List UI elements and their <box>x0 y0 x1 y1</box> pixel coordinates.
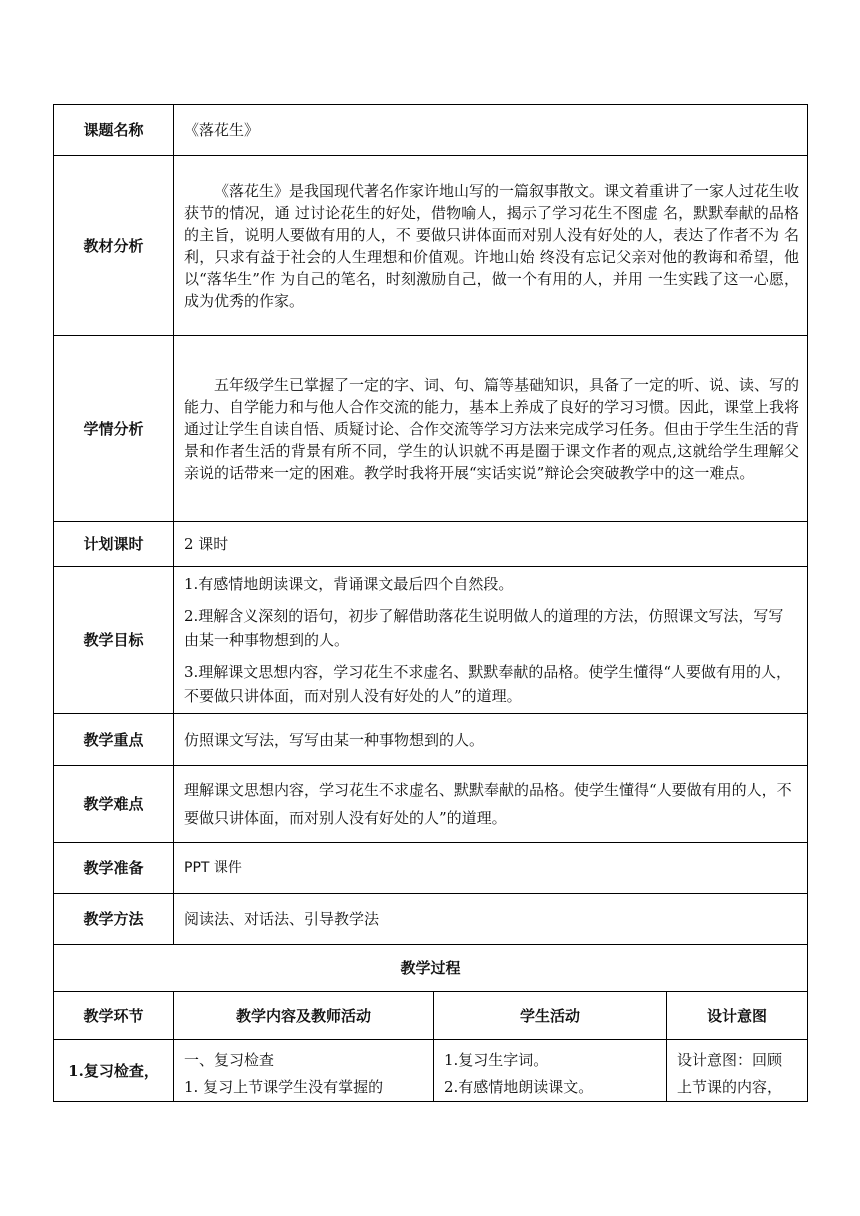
row-process-1 <box>54 1040 808 1102</box>
value-title: 《落花生》 <box>174 105 808 156</box>
stage-cell: 1.复习检查， <box>54 1040 174 1102</box>
value-method: 阅读法、对话法、引导教学法 <box>174 894 808 945</box>
value-students: 五年级学生已掌握了一定的字、词、句、篇等基础知识，具备了一定的听、说、读、写的能力、自学能力和与他人合作交流的能力，基本上养成了良好的学习习惯。因此，课堂上我将通过让学生自读自悟、质疑讨论、合作交流等学习方法来完成学习任务。但由于学生生活的背景和作者生活的背景有所不同，学生的认识就不再是圈于课文作者的观点,这就给学生理解父亲说的话带来一定的困难。教学时我将开展“实话实说”辩论会突破教学中的这一难点。 <box>174 336 808 522</box>
student-line: 1.复习生字词。 <box>444 1050 549 1069</box>
teacher-cell <box>174 1040 434 1102</box>
intent-line: 上节课的内容， <box>677 1077 783 1096</box>
value-difficulty: 理解课文思想内容，学习花生不求虚名、默默奉献的品格。使学生懂得“人要做有用的人，不要做只讲体面，而对别人没有好处的人”的道理。 <box>174 766 808 843</box>
label-key: 教学重点 <box>54 714 174 766</box>
label-material: 教材分析 <box>54 156 174 336</box>
row-difficulty <box>54 766 808 843</box>
header-teacher: 教学内容及教师活动 <box>174 992 434 1040</box>
label-method: 教学方法 <box>54 894 174 945</box>
process-title: 教学过程 <box>54 945 808 992</box>
lesson-plan-table <box>53 104 808 1102</box>
row-students <box>54 336 808 522</box>
teacher-line: 一、复习检查 <box>184 1050 275 1069</box>
intent-line: 设计意图：回顾 <box>677 1050 783 1069</box>
header-student: 学生活动 <box>434 992 667 1040</box>
row-hours <box>54 522 808 567</box>
label-students: 学情分析 <box>54 336 174 522</box>
value-prep: PPT 课件 <box>174 843 808 894</box>
value-material: 《落花生》是我国现代著名作家许地山写的一篇叙事散文。课文着重讲了一家人过花生收获节的情况，通 过讨论花生的好处，借物喻人，揭示了学习花生不图虚 名，默默奉献的品格的主旨，说明人要做有用的人，不 要做只讲体面而对别人没有好处的人，表达了作者不为 名利，只求有益于社会的人生理想和价值观。许地山始 终没有忘记父亲对他的教诲和希望，他以“落华生”作 为自己的笔名，时刻激励自己，做一个有用的人，并用 一生实践了这一心愿，成为优秀的作家。 <box>174 156 808 336</box>
row-method <box>54 894 808 945</box>
row-material <box>54 156 808 336</box>
label-difficulty: 教学难点 <box>54 766 174 843</box>
teacher-line: 1. 复习上节课学生没有掌握的 <box>184 1077 384 1096</box>
label-hours: 计划课时 <box>54 522 174 567</box>
student-cell <box>434 1040 667 1102</box>
value-hours: 2 课时 <box>174 522 808 567</box>
student-line: 2.有感情地朗读课文。 <box>444 1077 594 1096</box>
label-goals: 教学目标 <box>54 567 174 714</box>
label-title: 课题名称 <box>54 105 174 156</box>
row-process-title <box>54 945 808 992</box>
goal-item: 2.理解含义深刻的语句，初步了解借助落花生说明做人的道理的方法，仿照课文写法，写写由某一种事物想到的人。 <box>184 607 784 649</box>
row-prep <box>54 843 808 894</box>
intent-cell <box>667 1040 808 1102</box>
value-goals <box>174 567 808 714</box>
row-goals <box>54 567 808 714</box>
value-key: 仿照课文写法，写写由某一种事物想到的人。 <box>174 714 808 766</box>
goal-item: 3.理解课文思想内容，学习花生不求虚名、默默奉献的品格。使学生懂得“人要做有用的人，不要做只讲体面，而对别人没有好处的人”的道理。 <box>184 663 791 705</box>
row-key <box>54 714 808 766</box>
label-prep: 教学准备 <box>54 843 174 894</box>
row-title <box>54 105 808 156</box>
header-stage: 教学环节 <box>54 992 174 1040</box>
header-intent: 设计意图 <box>667 992 808 1040</box>
row-process-headers <box>54 992 808 1040</box>
goal-item: 1.有感情地朗读课文，背诵课文最后四个自然段。 <box>184 575 514 593</box>
